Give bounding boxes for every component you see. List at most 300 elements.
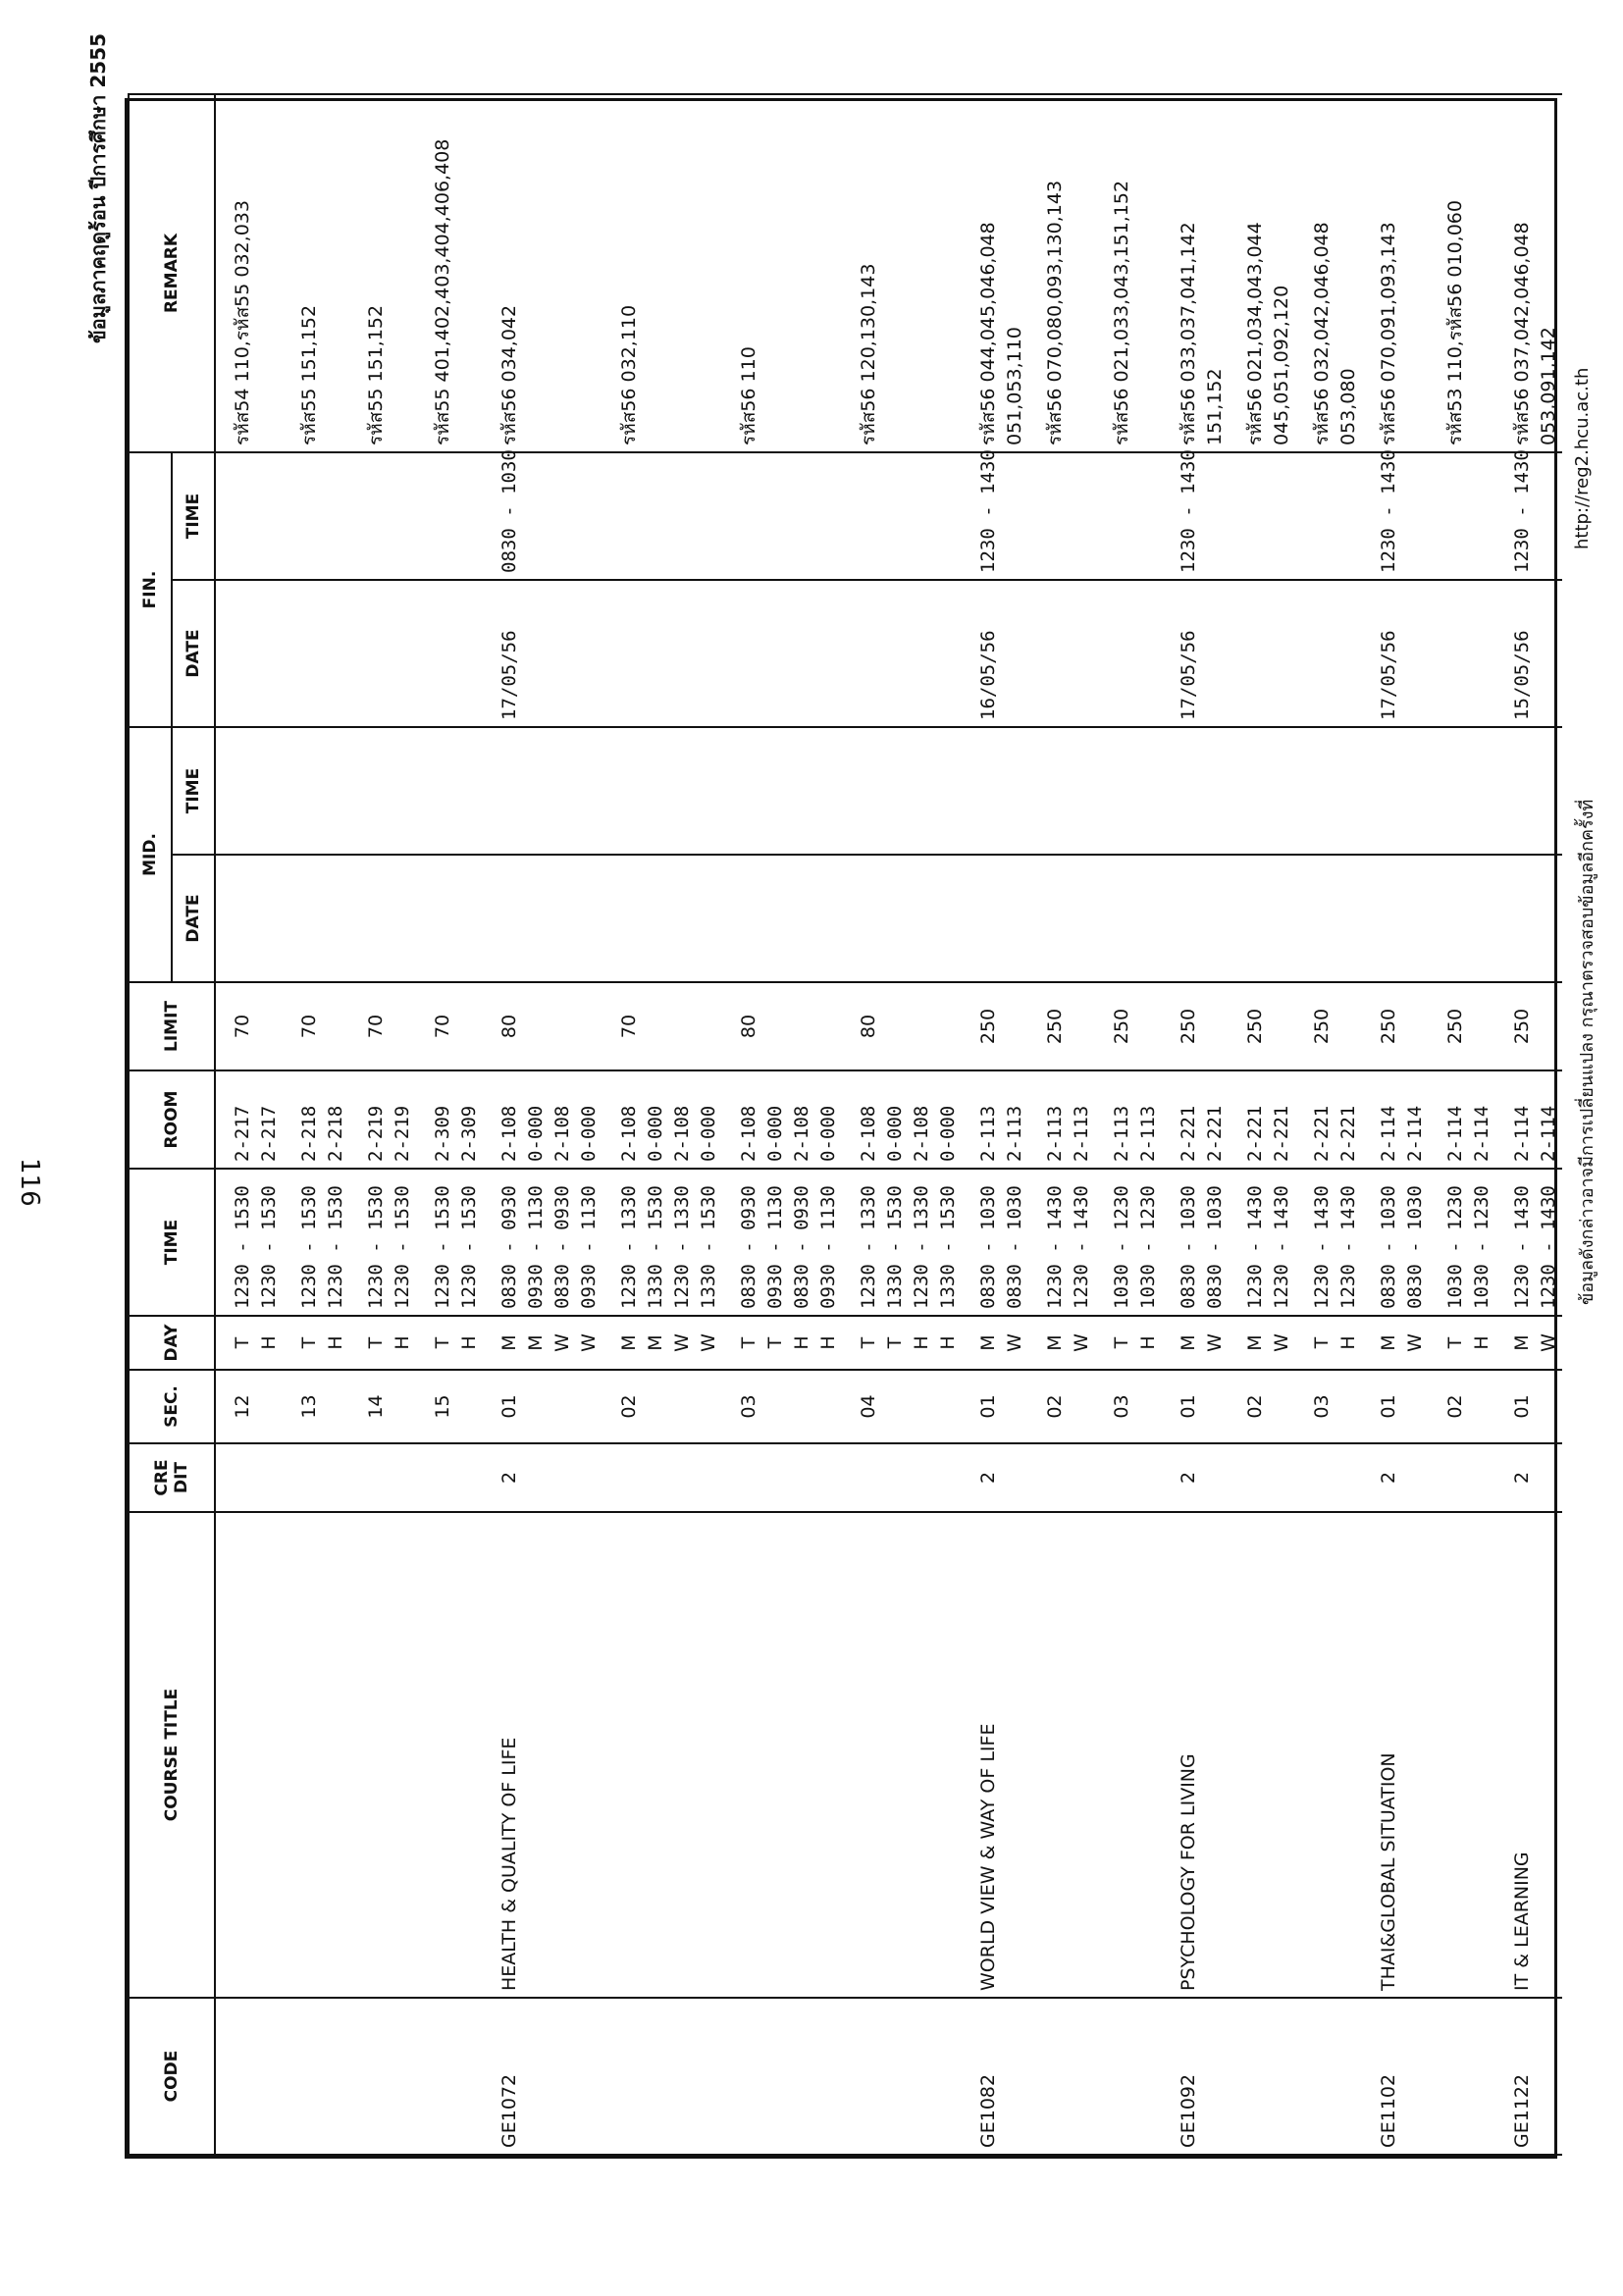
cell-fin-time (1069, 452, 1095, 580)
cell-room: 2-108 (842, 1070, 882, 1169)
cell-mid-time (550, 727, 576, 855)
cell-fin-time (602, 452, 643, 580)
cell-fin-time (722, 452, 762, 580)
cell-mid-time (416, 727, 456, 855)
cell-remark (1469, 94, 1495, 452)
schedule-frame (125, 98, 1557, 2159)
cell-fin-date (643, 580, 669, 727)
cell-credit (1295, 1443, 1335, 1512)
cell-code (390, 1998, 416, 2155)
cell-day: W (550, 1316, 576, 1370)
cell-sec (1135, 1370, 1162, 1443)
cell-limit (696, 982, 722, 1070)
header-mid: MID. (129, 727, 172, 982)
course-schedule-table (128, 93, 1562, 2156)
cell-day: W (576, 1316, 602, 1370)
cell-room: 2-221 (1295, 1070, 1335, 1169)
cell-limit: 250 (1229, 982, 1269, 1070)
cell-day: M (602, 1316, 643, 1370)
cell-sec (1536, 1370, 1562, 1443)
cell-fin-time (550, 452, 576, 580)
cell-mid-time (962, 727, 1002, 855)
cell-limit (550, 982, 576, 1070)
cell-fin-date (550, 580, 576, 727)
table-row (550, 94, 576, 2155)
cell-room: 2-113 (1135, 1070, 1162, 1169)
cell-remark: 053,080 (1335, 94, 1362, 452)
cell-room: 2-221 (1269, 1070, 1295, 1169)
cell-limit: 80 (483, 982, 523, 1070)
cell-fin-date (1429, 580, 1469, 727)
cell-title: WORLD VIEW & WAY OF LIFE (962, 1512, 1002, 1998)
cell-remark (550, 94, 576, 452)
cell-credit (1202, 1443, 1229, 1512)
cell-sec: 02 (602, 1370, 643, 1443)
cell-room: 2-219 (390, 1070, 416, 1169)
cell-limit (882, 982, 909, 1070)
cell-day: H (1335, 1316, 1362, 1370)
cell-title (416, 1512, 456, 1998)
cell-room: 0-000 (696, 1070, 722, 1169)
cell-remark (456, 94, 483, 452)
cell-day: T (349, 1316, 390, 1370)
cell-remark (696, 94, 722, 452)
cell-credit (842, 1443, 882, 1512)
cell-sec (935, 1370, 962, 1443)
cell-remark: รหัส56 032,110 (602, 94, 643, 452)
cell-mid-date (256, 855, 283, 982)
cell-day: W (1536, 1316, 1562, 1370)
table-row (935, 94, 962, 2155)
cell-mid-date (323, 855, 349, 982)
cell-title (1402, 1512, 1429, 1998)
cell-room: 2-113 (962, 1070, 1002, 1169)
header-code: CODE (129, 1998, 215, 2155)
cell-limit (909, 982, 935, 1070)
table-row (602, 94, 643, 2155)
cell-sec (815, 1370, 842, 1443)
cell-room: 0-000 (576, 1070, 602, 1169)
cell-time: 1030 - 1230 (1469, 1169, 1495, 1316)
cell-mid-time (483, 727, 523, 855)
cell-fin-date (456, 580, 483, 727)
cell-code (815, 1998, 842, 2155)
header-limit: LIMIT (129, 982, 215, 1070)
cell-fin-time (789, 452, 815, 580)
schedule-body (215, 94, 1562, 2155)
cell-code (669, 1998, 696, 2155)
cell-title: PSYCHOLOGY FOR LIVING (1162, 1512, 1202, 1998)
cell-remark: รหัส56 021,033,043,151,152 (1095, 94, 1135, 452)
cell-room: 2-113 (1028, 1070, 1069, 1169)
table-row (283, 94, 323, 2155)
cell-time: 1230 - 1330 (909, 1169, 935, 1316)
cell-mid-time (1469, 727, 1495, 855)
cell-credit (643, 1443, 669, 1512)
table-row (1362, 94, 1402, 2155)
cell-credit (935, 1443, 962, 1512)
cell-code (283, 1998, 323, 2155)
cell-mid-time (1295, 727, 1335, 855)
cell-mid-date (1269, 855, 1295, 982)
table-row (1135, 94, 1162, 2155)
cell-code (523, 1998, 550, 2155)
cell-fin-time: 1230 - 1430 (1162, 452, 1202, 580)
cell-fin-time (1269, 452, 1295, 580)
cell-limit: 250 (1095, 982, 1135, 1070)
cell-fin-time (215, 452, 256, 580)
cell-credit (256, 1443, 283, 1512)
cell-remark: รหัส56 021,034,043,044 (1229, 94, 1269, 452)
cell-limit (456, 982, 483, 1070)
cell-mid-time (349, 727, 390, 855)
cell-room: 2-113 (1002, 1070, 1028, 1169)
cell-time: 0830 - 0930 (722, 1169, 762, 1316)
cell-day: W (669, 1316, 696, 1370)
cell-remark: รหัส56 032,042,046,048 (1295, 94, 1335, 452)
cell-sec: 01 (962, 1370, 1002, 1443)
cell-credit (696, 1443, 722, 1512)
cell-time: 1230 - 1530 (215, 1169, 256, 1316)
cell-time: 1230 - 1530 (349, 1169, 390, 1316)
cell-fin-date (909, 580, 935, 727)
cell-sec (390, 1370, 416, 1443)
cell-title (349, 1512, 390, 1998)
cell-credit (1429, 1443, 1469, 1512)
cell-limit (935, 982, 962, 1070)
cell-mid-date (576, 855, 602, 982)
cell-mid-date (815, 855, 842, 982)
cell-day: W (1269, 1316, 1295, 1370)
cell-credit (1269, 1443, 1295, 1512)
header-time: TIME (129, 1169, 215, 1316)
cell-credit (523, 1443, 550, 1512)
cell-mid-time (323, 727, 349, 855)
cell-time: 1030 - 1230 (1135, 1169, 1162, 1316)
cell-credit (815, 1443, 842, 1512)
cell-mid-time (456, 727, 483, 855)
cell-title (550, 1512, 576, 1998)
cell-limit (523, 982, 550, 1070)
cell-fin-date (215, 580, 256, 727)
cell-mid-date (909, 855, 935, 982)
cell-sec: 12 (215, 1370, 256, 1443)
cell-time: 1030 - 1230 (1429, 1169, 1469, 1316)
cell-code (456, 1998, 483, 2155)
cell-sec (576, 1370, 602, 1443)
cell-room: 2-114 (1536, 1070, 1562, 1169)
cell-day: W (1069, 1316, 1095, 1370)
cell-fin-date (1028, 580, 1069, 727)
cell-remark: 053,091,142 (1536, 94, 1562, 452)
cell-remark: รหัส56 120,130,143 (842, 94, 882, 452)
cell-credit (390, 1443, 416, 1512)
cell-mid-time (390, 727, 416, 855)
cell-fin-date: 15/05/56 (1495, 580, 1536, 727)
cell-fin-date (789, 580, 815, 727)
cell-credit (909, 1443, 935, 1512)
cell-time: 1230 - 1430 (1295, 1169, 1335, 1316)
table-row (1402, 94, 1429, 2155)
table-row (256, 94, 283, 2155)
cell-title (815, 1512, 842, 1998)
cell-mid-time (283, 727, 323, 855)
cell-limit: 70 (215, 982, 256, 1070)
cell-day: T (882, 1316, 909, 1370)
cell-code (935, 1998, 962, 2155)
cell-limit (1135, 982, 1162, 1070)
cell-code: GE1082 (962, 1998, 1002, 2155)
cell-time: 1330 - 1530 (882, 1169, 909, 1316)
cell-credit (1469, 1443, 1495, 1512)
cell-title (1002, 1512, 1028, 1998)
cell-mid-time (762, 727, 789, 855)
cell-limit: 250 (1362, 982, 1402, 1070)
cell-time: 1230 - 1530 (323, 1169, 349, 1316)
cell-mid-time (935, 727, 962, 855)
cell-title (882, 1512, 909, 1998)
cell-time: 1230 - 1530 (283, 1169, 323, 1316)
cell-time: 0930 - 1130 (815, 1169, 842, 1316)
table-row (643, 94, 669, 2155)
cell-time: 1230 - 1430 (1536, 1169, 1562, 1316)
cell-fin-date (722, 580, 762, 727)
cell-day: T (842, 1316, 882, 1370)
cell-fin-date (323, 580, 349, 727)
cell-fin-time (1002, 452, 1028, 580)
cell-code (349, 1998, 390, 2155)
cell-code (323, 1998, 349, 2155)
cell-mid-date (483, 855, 523, 982)
cell-room: 0-000 (882, 1070, 909, 1169)
cell-remark (789, 94, 815, 452)
table-row (722, 94, 762, 2155)
cell-time: 0830 - 1030 (1202, 1169, 1229, 1316)
table-row (1536, 94, 1562, 2155)
cell-sec (643, 1370, 669, 1443)
cell-fin-time (1202, 452, 1229, 580)
cell-code (602, 1998, 643, 2155)
cell-mid-date (283, 855, 323, 982)
cell-mid-date (349, 855, 390, 982)
cell-code: GE1102 (1362, 1998, 1402, 2155)
table-row (390, 94, 416, 2155)
cell-code (882, 1998, 909, 2155)
cell-credit (602, 1443, 643, 1512)
cell-remark: รหัส54 110,รหัส55 032,033 (215, 94, 256, 452)
cell-day: H (935, 1316, 962, 1370)
cell-fin-date (523, 580, 550, 727)
cell-fin-time (1402, 452, 1429, 580)
cell-time: 0930 - 1130 (523, 1169, 550, 1316)
cell-sec: 14 (349, 1370, 390, 1443)
cell-time: 1230 - 1430 (1495, 1169, 1536, 1316)
cell-fin-date (576, 580, 602, 727)
cell-sec (1335, 1370, 1362, 1443)
cell-limit: 80 (842, 982, 882, 1070)
cell-credit: 2 (1362, 1443, 1402, 1512)
cell-room: 0-000 (762, 1070, 789, 1169)
cell-day: T (722, 1316, 762, 1370)
cell-limit (1002, 982, 1028, 1070)
cell-room: 2-108 (669, 1070, 696, 1169)
cell-time: 1330 - 1530 (643, 1169, 669, 1316)
table-row (1202, 94, 1229, 2155)
cell-mid-date (696, 855, 722, 982)
cell-fin-date (1536, 580, 1562, 727)
cell-day: H (909, 1316, 935, 1370)
cell-fin-time (349, 452, 390, 580)
cell-mid-time (815, 727, 842, 855)
registry-url[interactable]: http://reg2.hcu.ac.th (1572, 367, 1593, 549)
cell-fin-time (256, 452, 283, 580)
cell-sec (1269, 1370, 1295, 1443)
table-row (789, 94, 815, 2155)
cell-credit: 2 (1162, 1443, 1202, 1512)
table-row (1229, 94, 1269, 2155)
cell-sec: 04 (842, 1370, 882, 1443)
cell-limit: 250 (1295, 982, 1335, 1070)
cell-mid-date (390, 855, 416, 982)
cell-code (1028, 1998, 1069, 2155)
cell-code (909, 1998, 935, 2155)
cell-title (909, 1512, 935, 1998)
cell-mid-date (1202, 855, 1229, 982)
cell-room: 2-219 (349, 1070, 390, 1169)
cell-room: 0-000 (523, 1070, 550, 1169)
cell-code (722, 1998, 762, 2155)
cell-time: 1230 - 1430 (1028, 1169, 1069, 1316)
cell-mid-date (762, 855, 789, 982)
cell-day: H (815, 1316, 842, 1370)
cell-fin-date (349, 580, 390, 727)
cell-code (1202, 1998, 1229, 2155)
table-row (1495, 94, 1536, 2155)
cell-fin-time (1295, 452, 1335, 580)
cell-remark: 151,152 (1202, 94, 1229, 452)
cell-room: 2-218 (283, 1070, 323, 1169)
table-row (483, 94, 523, 2155)
table-row (1162, 94, 1202, 2155)
cell-mid-time (1135, 727, 1162, 855)
cell-fin-time (1095, 452, 1135, 580)
cell-time: 1230 - 1430 (1335, 1169, 1362, 1316)
header-credit: CRE DIT (129, 1443, 215, 1512)
cell-code (1429, 1998, 1469, 2155)
cell-limit (643, 982, 669, 1070)
cell-fin-date (416, 580, 456, 727)
page-number: 116 (15, 1158, 44, 1207)
cell-credit (550, 1443, 576, 1512)
cell-title (935, 1512, 962, 1998)
cell-remark (323, 94, 349, 452)
cell-fin-time (390, 452, 416, 580)
cell-day: T (1095, 1316, 1135, 1370)
cell-day: T (283, 1316, 323, 1370)
cell-time: 1230 - 1530 (256, 1169, 283, 1316)
header-mid-time: TIME (172, 727, 215, 855)
cell-credit (1402, 1443, 1429, 1512)
cell-fin-date (283, 580, 323, 727)
cell-fin-date: 17/05/56 (483, 580, 523, 727)
cell-mid-time (669, 727, 696, 855)
cell-mid-date (1469, 855, 1495, 982)
cell-day: T (215, 1316, 256, 1370)
cell-title (456, 1512, 483, 1998)
cell-mid-time (1069, 727, 1095, 855)
cell-code (1469, 1998, 1495, 2155)
cell-sec (909, 1370, 935, 1443)
cell-time: 1230 - 1530 (390, 1169, 416, 1316)
cell-mid-date (1069, 855, 1095, 982)
cell-title (283, 1512, 323, 1998)
cell-code (789, 1998, 815, 2155)
cell-limit (1269, 982, 1295, 1070)
header-course-title: COURSE TITLE (129, 1512, 215, 1998)
cell-mid-time (1269, 727, 1295, 855)
cell-limit: 70 (602, 982, 643, 1070)
cell-remark: รหัส56 034,042 (483, 94, 523, 452)
cell-fin-time (643, 452, 669, 580)
cell-credit (1536, 1443, 1562, 1512)
cell-mid-date (1536, 855, 1562, 982)
cell-mid-date (643, 855, 669, 982)
cell-sec (696, 1370, 722, 1443)
cell-day: M (643, 1316, 669, 1370)
cell-day: T (1429, 1316, 1469, 1370)
header-room: ROOM (129, 1070, 215, 1169)
cell-title (643, 1512, 669, 1998)
cell-limit: 70 (283, 982, 323, 1070)
cell-mid-time (1429, 727, 1469, 855)
cell-fin-date: 16/05/56 (962, 580, 1002, 727)
cell-remark: รหัส55 401,402,403,404,406,408 (416, 94, 456, 452)
cell-mid-time (1402, 727, 1429, 855)
table-row (1095, 94, 1135, 2155)
header-fin-date: DATE (172, 580, 215, 727)
cell-mid-date (842, 855, 882, 982)
cell-room: 2-114 (1469, 1070, 1495, 1169)
header-sec: SEC. (129, 1370, 215, 1443)
cell-code (762, 1998, 789, 2155)
cell-credit: 2 (483, 1443, 523, 1512)
cell-mid-date (1335, 855, 1362, 982)
cell-fin-time (815, 452, 842, 580)
cell-mid-time (1028, 727, 1069, 855)
cell-sec (669, 1370, 696, 1443)
cell-remark: รหัส56 110 (722, 94, 762, 452)
cell-fin-date (815, 580, 842, 727)
cell-mid-time (1229, 727, 1269, 855)
cell-room: 2-221 (1162, 1070, 1202, 1169)
cell-title (576, 1512, 602, 1998)
cell-sec: 03 (722, 1370, 762, 1443)
cell-title (669, 1512, 696, 1998)
cell-fin-time (1135, 452, 1162, 580)
cell-limit (1069, 982, 1095, 1070)
table-row (349, 94, 390, 2155)
table-row (815, 94, 842, 2155)
cell-credit (1002, 1443, 1028, 1512)
cell-remark: รหัส55 151,152 (349, 94, 390, 452)
cell-credit: 2 (1495, 1443, 1536, 1512)
cell-room: 0-000 (643, 1070, 669, 1169)
cell-day: T (416, 1316, 456, 1370)
cell-mid-time (842, 727, 882, 855)
cell-credit (215, 1443, 256, 1512)
cell-title (602, 1512, 643, 1998)
cell-room: 2-108 (909, 1070, 935, 1169)
